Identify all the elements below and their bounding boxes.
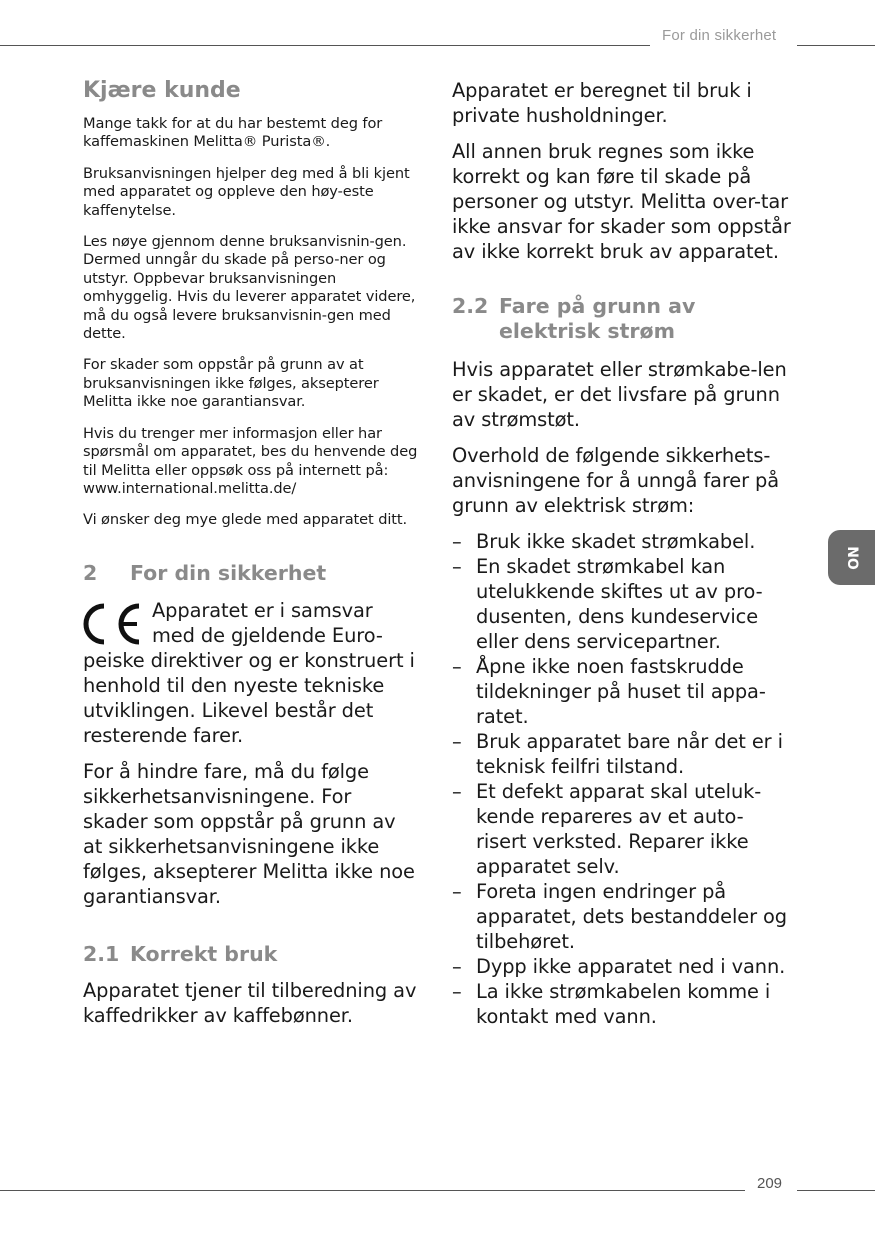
- dash-bullet: –: [452, 555, 462, 578]
- safety-warning-text: For å hindre fare, må du følge sikkerhetsanvisningene. For skader som oppstår på grunn av at sikkerhetsanvisningene ikke følges, aksepterer Melitta ikke noe garantiansvar.: [83, 759, 415, 908]
- electric-instructions-text: Overhold de følgende sikkerhets-anvisningene for å unngå farer på grunn av elektrisk strøm:: [452, 444, 780, 517]
- dash-bullet: –: [452, 955, 462, 978]
- section-number: 2: [83, 560, 98, 585]
- running-header: For din sikkerhet: [662, 27, 777, 44]
- website-link[interactable]: www.international.melitta.de/: [83, 479, 297, 497]
- dash-bullet: –: [452, 780, 462, 803]
- manual-help-paragraph: Bruksanvisningen hjelper deg med å bli kjent med apparatet og oppleve den høy-este kaffenytelse.: [83, 164, 410, 219]
- section-2-heading: [83, 561, 418, 586]
- contact-paragraph: [83, 425, 418, 499]
- closing-paragraph: Vi ønsker deg mye glede med apparatet ditt.: [83, 511, 408, 529]
- footer-rule-right: [797, 1190, 875, 1191]
- footer-rule-left: [0, 1190, 745, 1191]
- page-number: 209: [757, 1175, 783, 1192]
- intended-use-text: Apparatet tjener til tilberedning av kaffedrikker av kaffebønner.: [83, 978, 417, 1027]
- section-number: 2.2: [452, 294, 489, 318]
- greeting-heading: Kjære kunde: [83, 78, 241, 103]
- section-title: Korrekt bruk: [130, 941, 278, 966]
- read-carefully-paragraph: Les nøye gjennom denne bruksanvisnin-gen. Dermed unngår du skade på perso-ner og utstyr. Oppbevar bruksanvisningen omhyggelig. Hvis du leverer apparatet videre, må du også levere bruksanvisnin-gen med dette.: [83, 233, 416, 343]
- dash-bullet: –: [452, 880, 462, 903]
- electric-danger-text: Hvis apparatet eller strømkabe-len er skadet, er det livsfare på grunn av strømstøt.: [452, 358, 787, 431]
- list-item-text: Åpne ikke noen fastskrudde tildekninger på huset til appa-ratet.: [476, 655, 766, 728]
- list-item: [452, 654, 792, 729]
- section-title: For din sikkerhet: [130, 560, 327, 585]
- ce-mark-icon: [83, 602, 146, 646]
- misuse-text: All annen bruk regnes som ikke korrekt og kan føre til skade på personer og utstyr. Melitta over-tar ikke ansvar for skader som oppstår av ikke korrekt bruk av apparatet.: [452, 140, 791, 263]
- household-use-text: Apparatet er beregnet til bruk i private husholdninger.: [452, 79, 752, 127]
- ce-conformity-text: Apparatet er i samsvar med de gjeldende Euro-peiske direktiver og er konstruert i henhold til den nyeste tekniske utviklingen. Likevel består det resterende farer.: [83, 598, 415, 747]
- safety-list: [452, 529, 792, 1029]
- section-number: 2.1: [83, 941, 120, 966]
- dash-bullet: –: [452, 530, 462, 553]
- list-item: [452, 779, 792, 879]
- list-item-text: Et defekt apparat skal uteluk-kende repareres av et auto-risert verksted. Reparer ikke apparatet selv.: [476, 780, 762, 878]
- section-2-1-heading: [83, 942, 418, 967]
- list-item: [452, 729, 792, 779]
- dash-bullet: –: [452, 730, 462, 753]
- list-item: [452, 979, 792, 1029]
- section-title: Fare på grunn av elektrisk strøm: [499, 294, 696, 343]
- language-tab-label: NO: [843, 545, 860, 570]
- list-item: [452, 529, 792, 554]
- list-item: [452, 954, 792, 979]
- right-column: [452, 78, 792, 1029]
- list-item-text: Bruk ikke skadet strømkabel.: [476, 530, 756, 553]
- left-column: [83, 78, 418, 1039]
- intro-paragraph: Mange takk for at du har bestemt deg for kaffemaskinen Melitta® Purista®.: [83, 115, 383, 151]
- dash-bullet: –: [452, 655, 462, 678]
- language-tab: [828, 530, 875, 585]
- ce-block: [83, 598, 418, 748]
- liability-paragraph: For skader som oppstår på grunn av at bruksanvisningen ikke følges, aksepterer Melitta ikke noe garantiansvar.: [83, 356, 379, 411]
- list-item: [452, 879, 792, 954]
- list-item-text: La ikke strømkabelen komme i kontakt med vann.: [476, 980, 771, 1028]
- list-item-text: Dypp ikke apparatet ned i vann.: [476, 955, 786, 978]
- list-item: [452, 554, 792, 654]
- section-2-2-heading: [452, 294, 792, 344]
- header-rule-right: [797, 45, 875, 46]
- contact-text: Hvis du trenger mer informasjon eller har spørsmål om apparatet, bes du henvende deg til Melitta eller oppsøk oss på internett på:: [83, 424, 418, 479]
- header-rule-left: [0, 45, 650, 46]
- list-item-text: En skadet strømkabel kan utelukkende skiftes ut av pro-dusenten, dens kundeservice eller dens servicepartner.: [476, 555, 763, 653]
- list-item-text: Bruk apparatet bare når det er i teknisk feilfri tilstand.: [476, 730, 783, 778]
- dash-bullet: –: [452, 980, 462, 1003]
- list-item-text: Foreta ingen endringer på apparatet, dets bestanddeler og tilbehøret.: [476, 880, 787, 953]
